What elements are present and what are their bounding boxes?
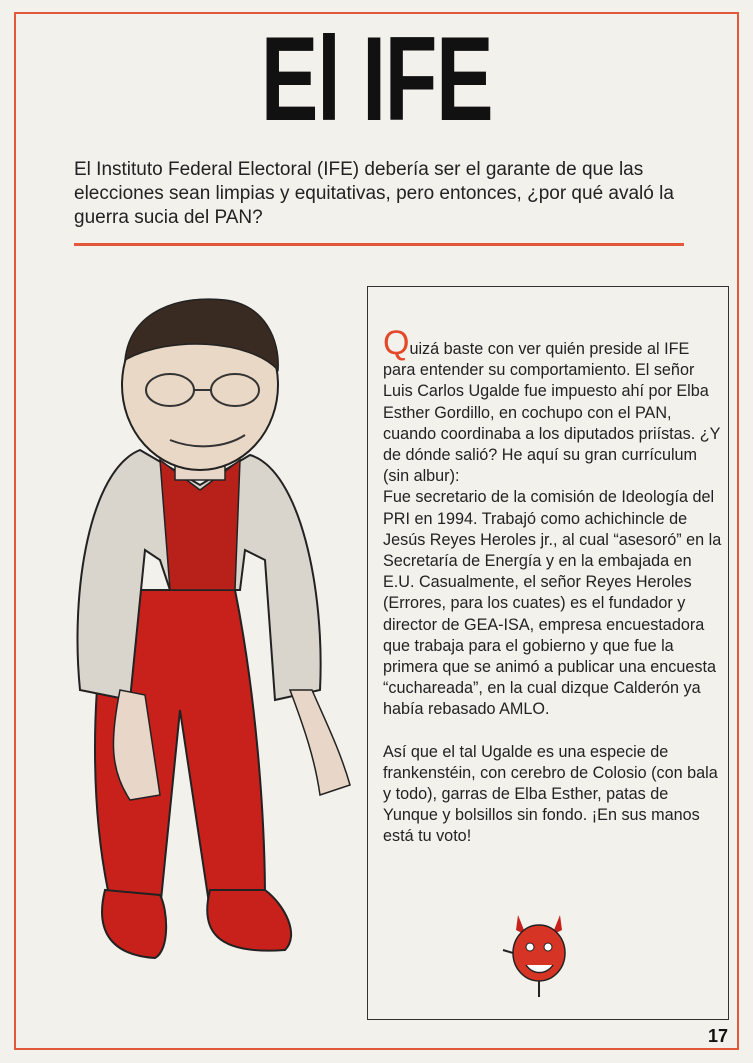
article-body [383,324,723,869]
intro-paragraph: El Instituto Federal Electoral (IFE) debería ser el garante de que las elecciones sean limpias y equitativas, pero entonces, ¿por qué avaló la guerra sucia del PAN? [74,159,674,228]
article-paragraph-3: Así que el tal Ugalde es una especie de frankenstéin, con cerebro de Colosio (con bala y todo), garras de Elba Esther, patas de Yunque y bolsillos sin fondo. ¡En sus manos está tu voto! [383,742,718,846]
page-number: 17 [708,1026,729,1046]
divider [74,243,684,246]
devil-mascot-icon [498,905,580,1000]
article-paragraph-1 [383,324,723,487]
caricature-illustration [50,290,370,1000]
page-title: El IFE [260,12,493,146]
article-paragraph-2: Fue secretario de la comisión de Ideología del PRI en 1994. Trabajó como achichincle de Jesús Reyes Heroles jr., al cual “asesoró” en la Secretaría de Energía y en la embajada en E.U. Casualmente, el señor Reyes Heroles (Errores, para los cuates) es el fundador y director de GEA-ISA, empresa encuestadora que trabaja para el gobierno y que fue la primera que se animó a publicar una encuesta “cuchareada”, en la cual dizque Calderón ya había rebasado AMLO. [383,488,722,719]
drop-cap: Q [383,324,410,362]
paragraph-1-text: uizá baste con ver quién preside al IFE para entender su comportamiento. El señor Luis Carlos Ugalde fue impuesto ahí por Elba Esther Gordillo, en cochupo con el PAN, cuando coordinaba a los diputados priístas. ¿Y de dónde salió? He aquí su gran currículum (sin albur): [383,340,721,486]
